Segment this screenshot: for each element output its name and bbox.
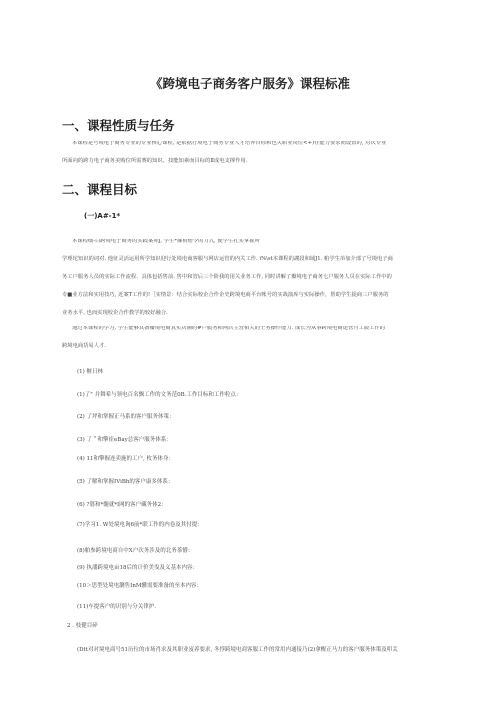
section1-paragraph bbox=[62, 141, 440, 171]
list-item: (2) 了坪和掌握正马系的客户服务体策： bbox=[77, 414, 175, 420]
para-line: 本课程细-白跨境电子商务的实践案卯J, 学生*揶相赔令的力式, 使学生孔实掌握所 bbox=[72, 239, 260, 244]
list-item: (9) 执潘跨境电亩18后的计价美曳及义基本内容： bbox=[77, 565, 199, 571]
list-item: (10＞思型处境电瀏售InM髒需要准备的至本内容： bbox=[77, 583, 202, 589]
para-line: 本课程是号境电子商务专业的专业核心课程, 是依据行境电子商务专业人才培养目标和也关职业岗位<+)任能力要求而设置的, 对次专业 bbox=[72, 141, 387, 146]
list-item: (11)车提客户的识别与分关律护. bbox=[77, 604, 157, 610]
list-item: (8)舶参跨境电商自中X户次务涉及的北务茶懵： bbox=[77, 548, 194, 554]
doc-title: 《跨境电子商务客户服务》课程标准 bbox=[149, 76, 350, 91]
section-heading-nature: 一、课程性质与任务 bbox=[62, 118, 175, 133]
list-item: (6) ?篡和*髓就*I网的客户藏务体2： bbox=[77, 502, 167, 508]
subsection-skill-goals: 2 . 枝健目碎 bbox=[67, 623, 98, 629]
para-line: 学理坨知识的词对. 他征灵活运用所学知识迎行处境电商客服与网店运管的内关工作. i%\st本课程的謝段和域J1. 帕学生芾加介部了号境电子商 bbox=[62, 256, 393, 262]
section2-paragraph-2 bbox=[62, 326, 440, 356]
subsection-heading: (一)A#-1* bbox=[84, 212, 121, 220]
para-line: 所面向的跨力电子商务美购位所需赛的知识、技能知素而目标的Ⅱ成电支撑作用. bbox=[62, 158, 248, 164]
para-line: 业务水平, 也而实现校企合作教学的较好融合. bbox=[62, 310, 168, 316]
section2-paragraph-1 bbox=[62, 239, 440, 323]
list-item: (7)学习1. W处境电询6前*联工作的内卷及其付提： bbox=[77, 522, 203, 528]
para-line: 务工户服务人员的实际工作流程、具体包括售前. 售中和管后三个阶我的用关业务工作, 同时讲解了瓣境电子商务七户服务人员在实际工作中的 bbox=[62, 274, 392, 280]
list-item: (1) 榧日林 bbox=[77, 369, 104, 375]
section-heading-goals: 二、课程目标 bbox=[62, 182, 138, 197]
list-item: (1)了" 并舞希与领电百名飘工作的文务范0B.工作目标和工作粒点： bbox=[77, 392, 242, 398]
list-item: (3) 了＂和擎崔eBay总客户服务体系： bbox=[77, 437, 172, 443]
para-line: 跨境电商货易人才. bbox=[62, 343, 107, 349]
para-line: 通过本课程的学习, 学生能够具备瓣境电商真实店铺的#户服务和网店主营相关的士务操作能力. 成长为从事跨境电商运营月工版工作的 bbox=[72, 326, 386, 331]
list-item: (Dtt对对境电商号51历位的市场肖求及其职业岌养要求, 冬悖跨境电商客服工作的常用内通接乃(2)拿醒正马力的客户服务体策及叩关 bbox=[77, 647, 398, 653]
para-line: 专■业方法和实用技巧, 近案T工作的!［实情景：结合实际校企合作企史跨境电商平台帐号的实战演库与实际操作，帮助学生捉商三户服务的 bbox=[62, 292, 389, 298]
list-item: (4) 11和擎握连卖施的工户, 枚务体身： bbox=[77, 456, 175, 462]
list-item: (5) 了解和掌握IViBh的客户康多体系： bbox=[77, 479, 174, 485]
